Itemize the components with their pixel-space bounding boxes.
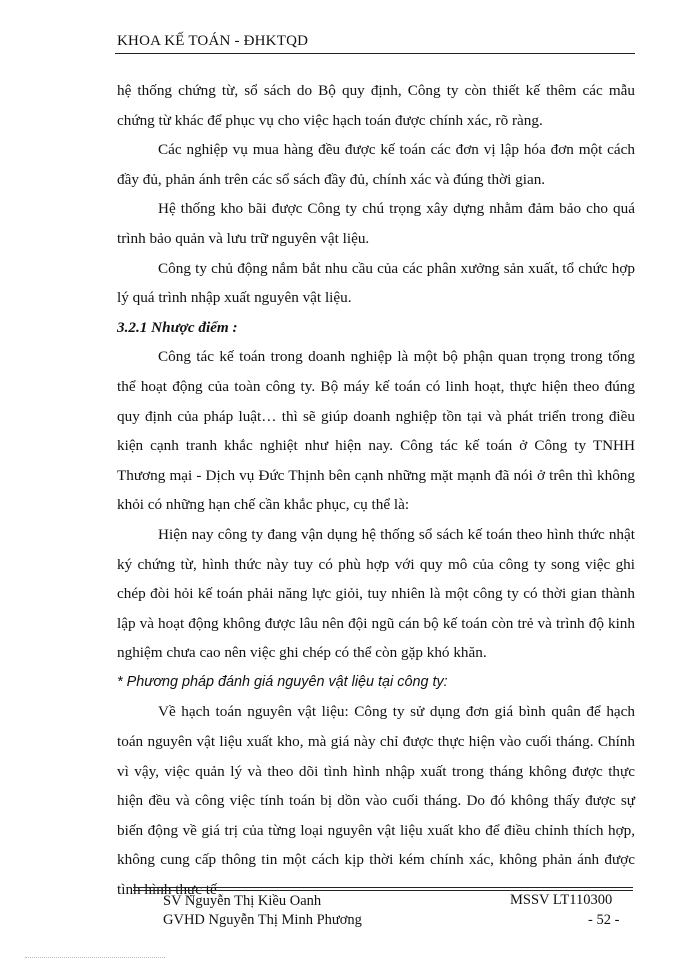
paragraph-weaknesses-intro: Công tác kế toán trong doanh nghiệp là một bộ phận quan trọng trong tổng thể hoạt động của toàn công ty. Bộ máy kế toán có linh hoạt, thực hiện theo đúng quy định của pháp luật… thì sẽ giúp doanh nghiệp tồn tại và phát triển trong điều kiện cạnh tranh khắc nghiệt như hiện nay. Công tác kế toán ở Công ty TNHH Thương mại - Dịch vụ Đức Thịnh bên cạnh những mặt mạnh đã nói ở trên thì không khỏi có những hạn chế cần khắc phục, cụ thể là: bbox=[117, 348, 635, 514]
paragraph-planning: Công ty chủ động nắm bắt nhu cầu của các phân xưởng sản xuất, tổ chức hợp lý quá trình nhập xuất nguyên vật liệu. bbox=[117, 259, 635, 307]
footer-student-name: SV Nguyễn Thị Kiều Oanh bbox=[163, 893, 322, 909]
paragraph-materials-accounting: Về hạch toán nguyên vật liệu: Công ty sử dụng đơn giá bình quân để hạch toán nguyên vật liệu xuất kho, mà giá này chỉ được thực hiện vào cuối tháng. Chính vì vậy, việc quản lý và theo dõi tình hình nhập xuất trong tháng không được thực hiện đều và công việc tính toán bị dồn vào cuối tháng. Do đó không thấy được sự biến động về giá trị của từng loại nguyên vật liệu xuất kho để điều chỉnh thích hợp, không cung cấp thông tin một cách kịp thời kém chính xác, không phản ánh được tình hình thực tế bbox=[117, 703, 635, 899]
document-body bbox=[117, 76, 635, 905]
header-divider bbox=[115, 53, 635, 54]
footer-student-id: MSSV LT110300 bbox=[510, 892, 613, 908]
paragraph-bookkeeping: Hiện nay công ty đang vận dụng hệ thống sổ sách kế toán theo hình thức nhật ký chứng từ, hình thức này tuy có phù hợp với quy mô của công ty song việc ghi chép đòi hỏi kế toán phải năng lực giỏi, tuy nhiên là một công ty có thời gian thành lập và hoạt động không được lâu nên đội ngũ cán bộ kế toán còn trẻ và trình độ kinh nghiệm chưa cao nên việc ghi chép có thể còn gặp khó khăn. bbox=[117, 525, 635, 662]
note-valuation-method: * Phương pháp đánh giá nguyên vật liệu tại công ty: bbox=[117, 673, 448, 690]
page-edge-dots bbox=[25, 957, 165, 958]
footer-divider-top bbox=[133, 887, 633, 888]
section-heading: 3.2.1 Nhược điểm : bbox=[117, 318, 238, 336]
footer-supervisor-name: GVHD Nguyễn Thị Minh Phương bbox=[163, 912, 362, 928]
page-header-title: KHOA KẾ TOÁN - ĐHKTQD bbox=[117, 33, 309, 49]
paragraph-continued: hệ thống chứng từ, sổ sách do Bộ quy định, Công ty còn thiết kế thêm các mẫu chứng từ khác để phục vụ cho việc hạch toán được chính xác, rõ ràng. bbox=[117, 82, 635, 129]
footer-page-number: - 52 - bbox=[588, 912, 620, 928]
paragraph-warehouse: Hệ thống kho bãi được Công ty chú trọng xây dựng nhằm đảm bảo cho quá trình bảo quản và lưu trữ nguyên vật liệu. bbox=[117, 200, 635, 247]
footer-divider-bottom bbox=[133, 890, 633, 891]
paragraph-purchasing: Các nghiệp vụ mua hàng đều được kế toán các đơn vị lập hóa đơn một cách đầy đủ, phản ánh trên các sổ sách đầy đủ, chính xác và đúng thời gian. bbox=[117, 141, 635, 188]
